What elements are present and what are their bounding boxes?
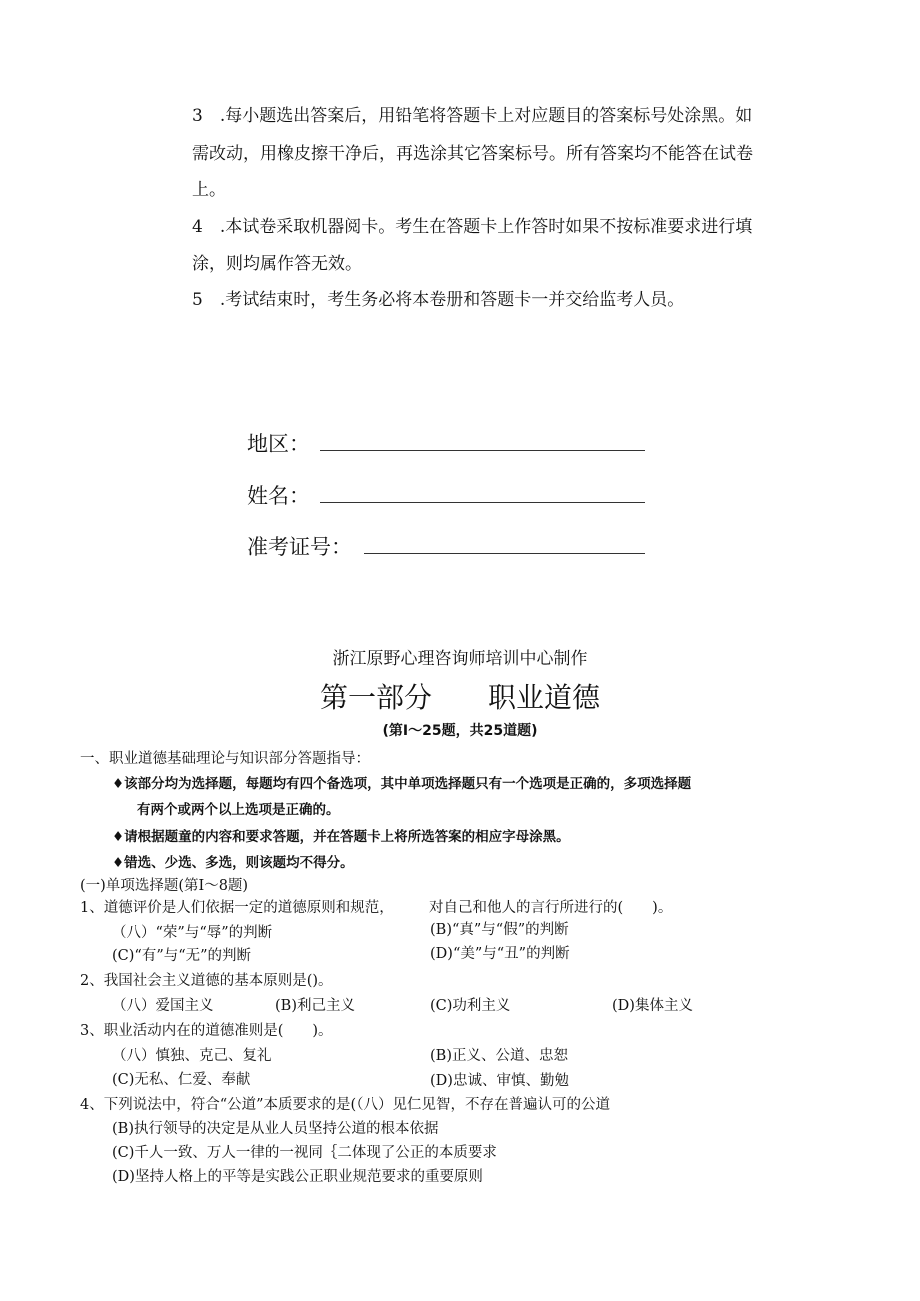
region-label: 地区： [247,432,310,456]
instruction-item-3-line3: 上。 [192,180,226,200]
question-4-option-b[interactable]: (B)执行领导的决定是从业人员坚持公道的根本依据 [112,1121,439,1137]
question-1-option-d[interactable]: (D)“美”与“丑”的判断 [430,946,570,962]
name-field[interactable] [320,502,645,503]
question-1-stem: 1、道德评价是人们依据一定的道德原则和规范， [80,900,394,916]
instruction-item-3-line2: 需改动，用橡皮擦干净后，再选涂其它答案标号。所有答案均不能答在试卷 [192,144,753,164]
question-2-option-a[interactable]: （八）爱国主义 [112,998,214,1014]
region-field[interactable] [320,450,645,451]
question-2-stem: 2、我国社会主义道德的基本原则是()。 [80,973,333,989]
question-1-option-a[interactable]: （八）“荣”与“辱”的判断 [112,925,273,941]
guidance-bullet-1-line2: 有两个或两个以上选项是正确的。 [137,802,340,818]
guidance-bullet-2: ♦请根据题童的内容和要求答题，并在答题卡上将所选答案的相应字母涂黑。 [112,829,570,845]
instruction-item-3-line1: 3 .每小题选出答案后，用铅笔将答题卡上对应题目的答案标号处涂黑。如 [192,106,753,126]
question-3-stem: 3、职业活动内在的道德准则是( )。 [80,1023,333,1039]
instruction-item-5: 5 .考试结束时，考生务必将本卷册和答题卡一并交给监考人员。 [192,290,685,310]
question-1-option-b[interactable]: (B)“真”与“假”的判断 [430,922,569,938]
question-1-stem-cont: 对自己和他人的言行所进行的( )。 [429,900,673,916]
question-4-option-c[interactable]: (C)千人一致、万人一律的一视同｛二体现了公正的本质要求 [112,1145,497,1161]
question-3-option-a[interactable]: （八）慎独、克己、复礼 [112,1048,272,1064]
question-3-option-d[interactable]: (D)忠诚、审慎、勤勉 [430,1073,569,1089]
name-label: 姓名： [247,484,310,508]
part-title: 第一部分 职业道德 [319,681,600,714]
question-2-option-d[interactable]: (D)集体主义 [612,998,693,1014]
question-2-option-c[interactable]: (C)功利主义 [430,998,511,1014]
part-range: (第I～25题，共25道题) [382,723,538,739]
subsection-heading: (一)单项选择题(第I～8题) [80,878,249,894]
question-4-option-d[interactable]: (D)坚持人格上的平等是实践公正职业规范要求的重要原则 [112,1169,483,1185]
question-4-stem: 4、下列说法中，符合“公道”本质要求的是(（八）见仁见智，不存在普遍认可的公道 [80,1097,610,1113]
exam-number-label: 准考证号： [247,535,352,559]
section-heading: 一、职业道德基础理论与知识部分答题指导： [80,751,370,767]
guidance-bullet-3: ♦错选、少选、多选，则该题均不得分。 [112,855,354,871]
question-1-option-c[interactable]: (C)“有”与“无”的判断 [112,948,252,964]
guidance-bullet-1-line1: ♦该部分均为选择题，每题均有四个备选项，其中单项选择题只有一个选项是正确的，多项选择题 [112,776,692,792]
question-3-option-c[interactable]: (C)无私、仁爱、奉献 [112,1072,251,1088]
instruction-item-4-line2: 涂，则均属作答无效。 [192,254,362,274]
question-2-option-b[interactable]: (B)利己主义 [275,998,355,1014]
exam-number-field[interactable] [364,553,645,554]
question-3-option-b[interactable]: (B)正义、公道、忠恕 [430,1048,568,1064]
instruction-item-4-line1: 4 .本试卷采取机器阅卡。考生在答题卡上作答时如果不按标准要求进行填 [192,217,753,237]
producer-line: 浙江原野心理咨询师培训中心制作 [332,649,588,669]
